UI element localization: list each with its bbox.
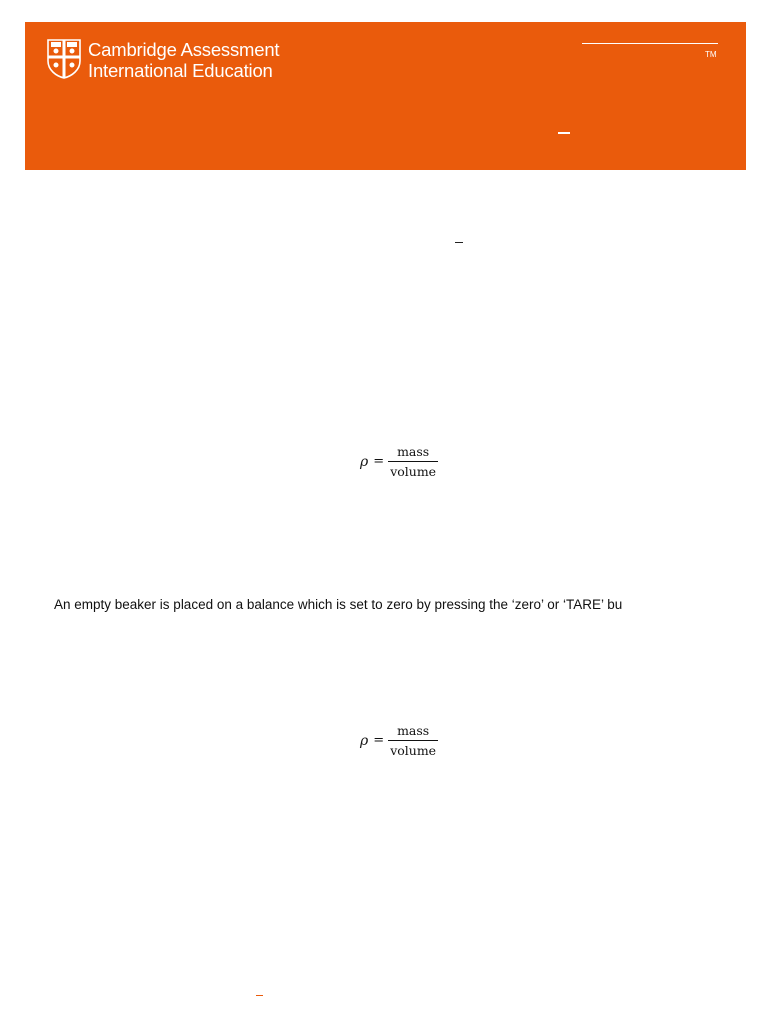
trademark-label: TM bbox=[705, 50, 717, 59]
brand-name-line2: International Education bbox=[88, 60, 273, 81]
fraction bbox=[388, 723, 438, 758]
dash-mark bbox=[455, 242, 463, 243]
fraction-bar bbox=[388, 461, 438, 462]
density-formula bbox=[360, 444, 438, 479]
cambridge-shield-icon bbox=[47, 39, 81, 79]
density-symbol: ρ bbox=[360, 732, 369, 749]
equals-sign: = bbox=[373, 733, 385, 748]
fraction-denominator: volume bbox=[390, 743, 437, 758]
dash-mark-orange bbox=[256, 995, 263, 996]
header-banner bbox=[25, 22, 746, 170]
cambridge-logo bbox=[47, 39, 279, 81]
fraction-numerator: mass bbox=[397, 723, 430, 738]
header-divider bbox=[582, 43, 718, 44]
fraction-numerator: mass bbox=[397, 444, 430, 459]
density-symbol: ρ bbox=[360, 453, 369, 470]
header-dash-mark bbox=[558, 132, 570, 134]
body-paragraph: An empty beaker is placed on a balance which is set to zero by pressing the ‘zero’ or ‘TARE’ bu bbox=[54, 597, 623, 612]
fraction-denominator: volume bbox=[390, 464, 437, 479]
fraction-bar bbox=[388, 740, 438, 741]
brand-name-line1: Cambridge Assessment bbox=[88, 39, 280, 60]
density-formula bbox=[360, 723, 438, 758]
fraction bbox=[388, 444, 438, 479]
equals-sign: = bbox=[373, 454, 385, 469]
